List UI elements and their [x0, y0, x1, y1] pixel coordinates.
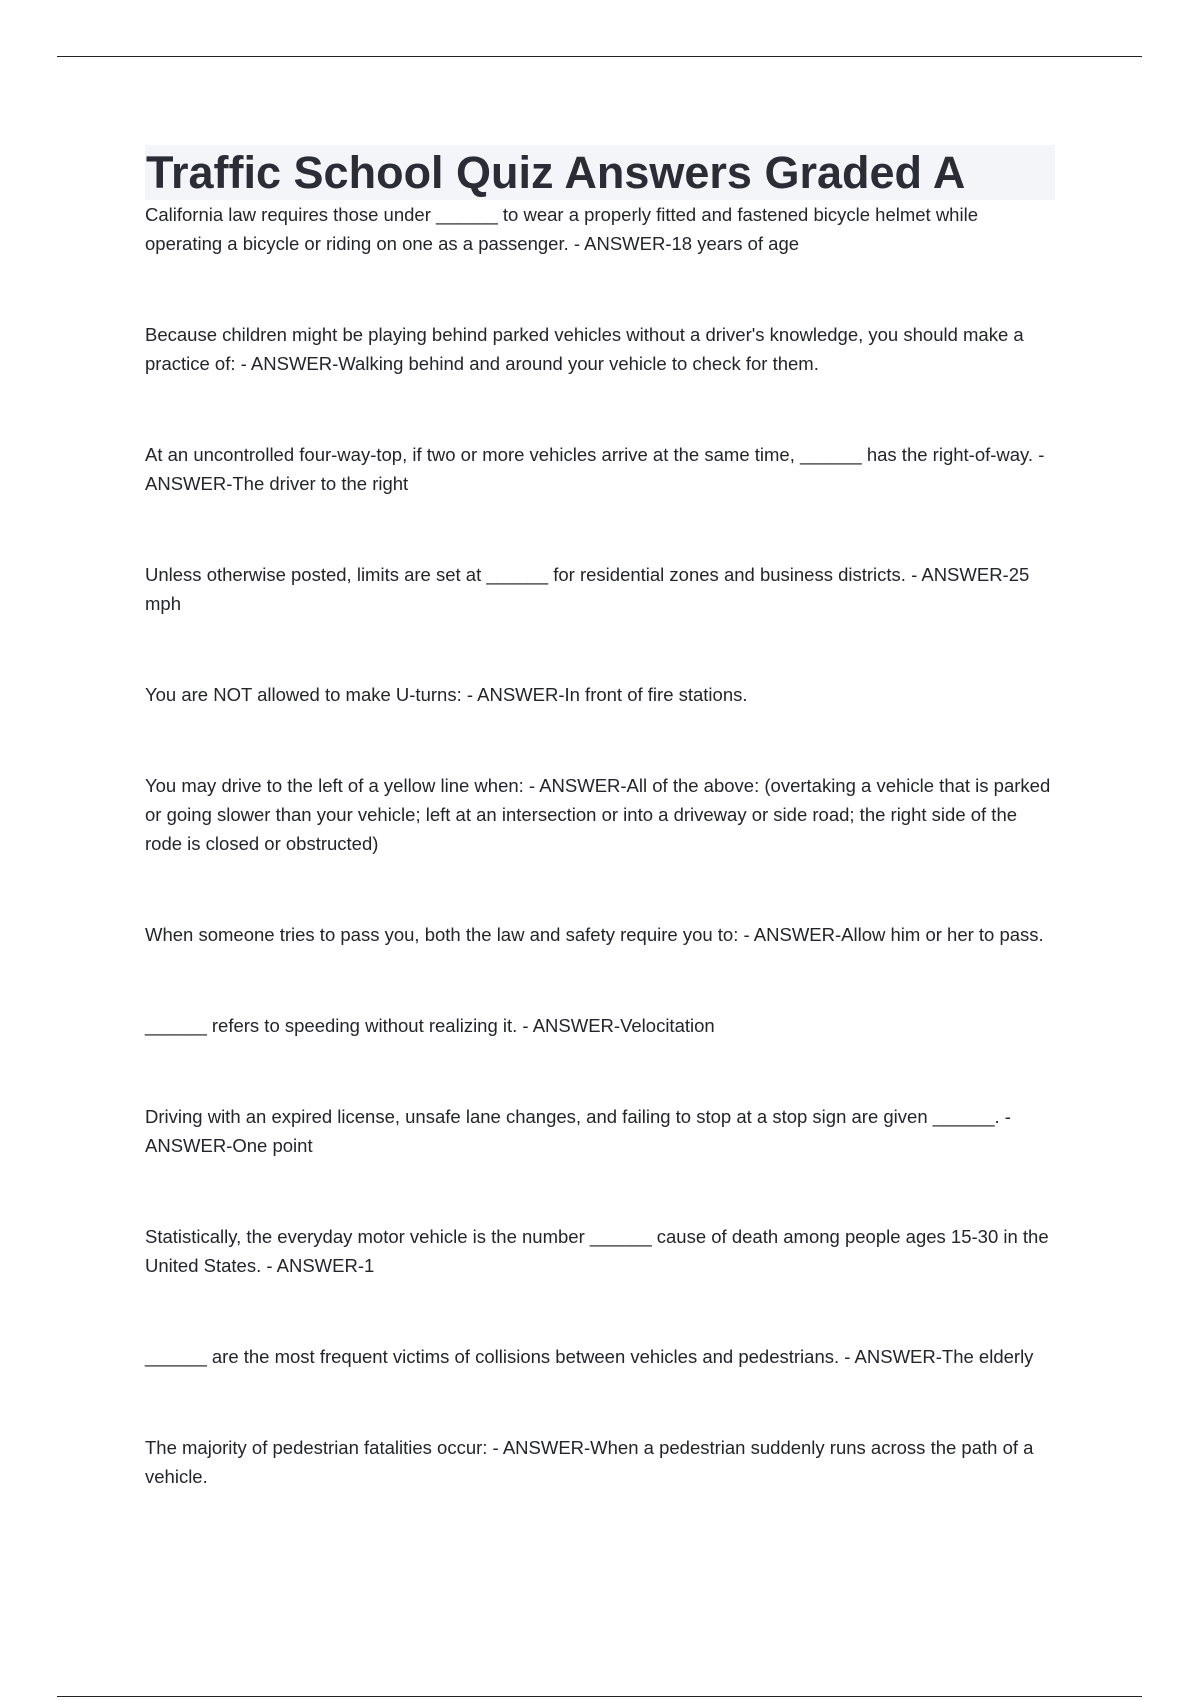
document-body — [145, 145, 1055, 1491]
bottom-divider — [57, 1696, 1142, 1697]
qa-item: Unless otherwise posted, limits are set at ______ for residential zones and business districts. - ANSWER-25 mph — [145, 564, 1030, 614]
qa-item: You are NOT allowed to make U-turns: - ANSWER-In front of fire stations. — [145, 684, 748, 705]
qa-list — [145, 200, 1055, 1491]
qa-item: At an uncontrolled four-way-top, if two or more vehicles arrive at the same time, ______ has the right-of-way. - ANSWER-The driver to the right — [145, 444, 1045, 494]
qa-item: Because children might be playing behind parked vehicles without a driver's knowledge, you should make a practice of: - ANSWER-Walking behind and around your vehicle to check for them. — [145, 324, 1024, 374]
qa-item: Statistically, the everyday motor vehicle is the number ______ cause of death among people ages 15-30 in the United States. - ANSWER-1 — [145, 1226, 1049, 1276]
qa-item: When someone tries to pass you, both the law and safety require you to: - ANSWER-Allow him or her to pass. — [145, 924, 1044, 945]
qa-item: You may drive to the left of a yellow line when: - ANSWER-All of the above: (overtaking a vehicle that is parked or going slower than your vehicle; left at an intersection or into a driveway or side road; the right side of the rode is closed or obstructed) — [145, 775, 1051, 854]
qa-item: ______ are the most frequent victims of collisions between vehicles and pedestrians. - ANSWER-The elderly — [145, 1346, 1034, 1367]
qa-item: The majority of pedestrian fatalities occur: - ANSWER-When a pedestrian suddenly runs across the path of a vehicle. — [145, 1437, 1034, 1487]
document-title: Traffic School Quiz Answers Graded A — [146, 147, 966, 198]
qa-item: ______ refers to speeding without realizing it. - ANSWER-Velocitation — [145, 1015, 715, 1036]
title-banner — [145, 145, 1055, 200]
top-divider — [57, 56, 1142, 57]
qa-item: Driving with an expired license, unsafe lane changes, and failing to stop at a stop sign are given ______. - ANSWER-One point — [145, 1106, 1011, 1156]
qa-item: California law requires those under ______ to wear a properly fitted and fastened bicycle helmet while operating a bicycle or riding on one as a passenger. - ANSWER-18 years of age — [145, 204, 978, 254]
